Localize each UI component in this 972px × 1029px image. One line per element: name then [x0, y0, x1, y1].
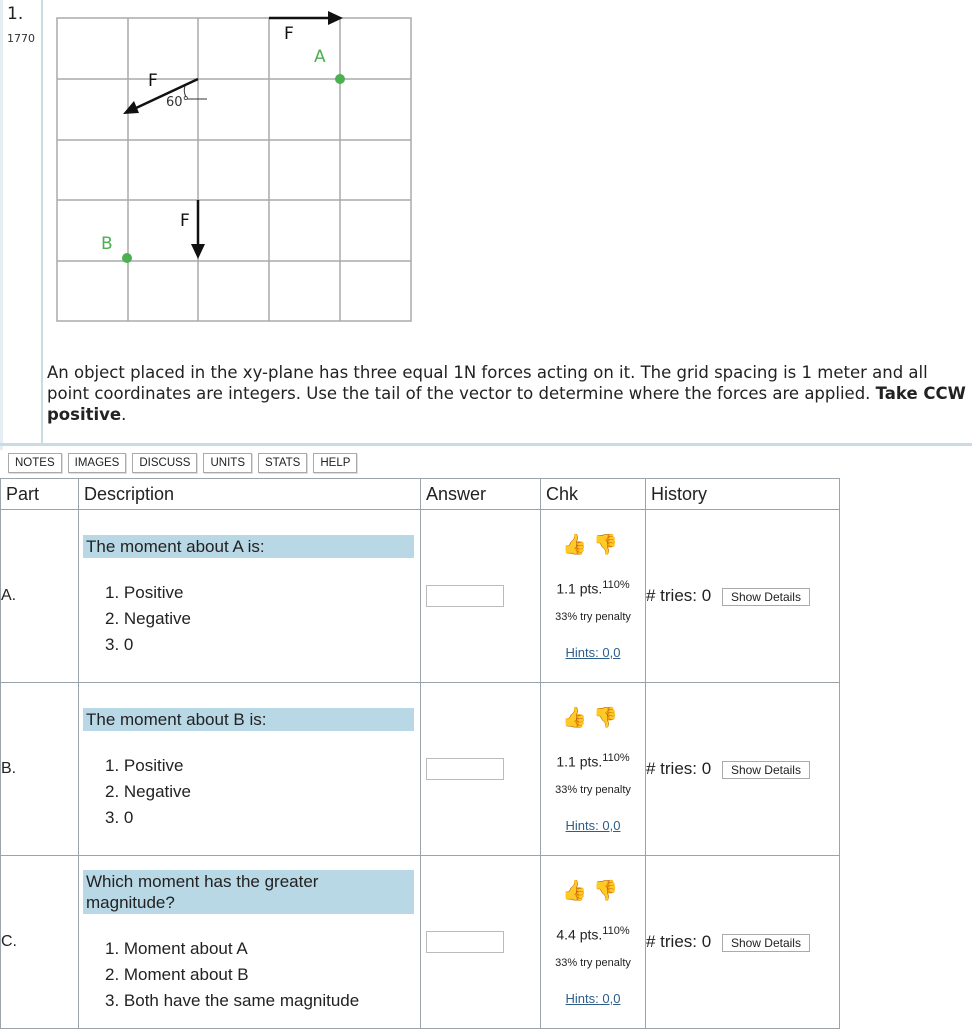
thumbs-up-icon[interactable]: 👍: [562, 534, 593, 557]
problem-emphasis: Take CCW positive: [47, 384, 966, 424]
force-diagram: [0, 0, 972, 360]
answer-cell: [421, 510, 541, 683]
thumbs-up-icon[interactable]: 👍: [562, 880, 593, 903]
option: 1. Moment about A: [105, 939, 248, 958]
try-penalty: 33% try penalty: [555, 783, 631, 796]
header-description: Description: [79, 479, 421, 510]
points: 1.1 pts.$^{110\%}$: [556, 752, 630, 770]
show-details-button[interactable]: Show Details: [722, 934, 810, 952]
part-label: B.: [1, 683, 79, 856]
chk-cell: [541, 510, 646, 683]
tab-discuss[interactable]: DISCUSS: [132, 453, 197, 473]
header-answer: Answer: [421, 479, 541, 510]
option: 2. Moment about B: [105, 965, 249, 984]
part-label: A.: [1, 510, 79, 683]
point-b: [122, 253, 132, 263]
chk-cell: [541, 856, 646, 1029]
points: 1.1 pts.$^{110\%}$: [556, 579, 630, 597]
thumbs-down-icon[interactable]: 👎: [593, 534, 624, 557]
options-list: [105, 936, 420, 1014]
question-id: 1770: [7, 32, 35, 45]
thumbs-down-icon[interactable]: 👎: [593, 707, 624, 730]
option: 2. Negative: [105, 608, 191, 628]
hints-link[interactable]: Hints: 0,0: [565, 817, 621, 833]
option: 3. Both have the same magnitude: [105, 991, 360, 1010]
option: 2. Negative: [105, 781, 191, 801]
option: 1. Positive: [105, 582, 184, 602]
tab-help[interactable]: HELP: [313, 453, 357, 473]
hints-link[interactable]: Hints: 0,0: [565, 644, 621, 660]
description-cell: [79, 856, 421, 1029]
tab-units[interactable]: UNITS: [203, 453, 252, 473]
tab-stats[interactable]: STATS: [258, 453, 307, 473]
table-row: [1, 510, 840, 683]
point-a-label: A: [314, 47, 326, 67]
force-label-top: F: [284, 24, 294, 44]
feedback-icons: [541, 705, 645, 730]
try-penalty: 33% try penalty: [555, 956, 631, 969]
part-label: C.: [1, 856, 79, 1029]
point-a: [335, 74, 345, 84]
point-b-label: B: [101, 234, 113, 254]
hints-link[interactable]: Hints: 0,0: [565, 990, 621, 1006]
problem-text: An object placed in the xy-plane has three equal 1N forces acting on it. The grid spacing is 1 meter and all point coordinates are integers. Use the tail of the vector to determine where the forces are applied.: [47, 363, 928, 403]
tries-count: # tries: 0: [646, 932, 712, 951]
tries-count: # tries: 0: [646, 586, 712, 605]
answer-cell: [421, 683, 541, 856]
description-cell: [79, 683, 421, 856]
divider-horizontal: [0, 443, 972, 446]
try-penalty: 33% try penalty: [555, 610, 631, 623]
chk-cell: [541, 683, 646, 856]
tab-notes[interactable]: NOTES: [8, 453, 62, 473]
problem-statement: [47, 362, 972, 425]
answer-input[interactable]: [426, 585, 504, 607]
answer-input[interactable]: [426, 931, 504, 953]
options-list: [105, 753, 420, 831]
tab-bar: [8, 453, 357, 473]
thumbs-down-icon[interactable]: 👎: [593, 880, 624, 903]
show-details-button[interactable]: Show Details: [722, 761, 810, 779]
question-prompt: The moment about B is:: [83, 708, 414, 731]
feedback-icons: [541, 532, 645, 557]
thumbs-up-icon[interactable]: 👍: [562, 707, 593, 730]
angle-label: 60°: [166, 95, 190, 110]
header-part: Part: [1, 479, 79, 510]
description-cell: [79, 510, 421, 683]
options-list: [105, 580, 420, 658]
question-prompt: The moment about A is:: [83, 535, 414, 558]
parts-table: [0, 478, 840, 1029]
tries-count: # tries: 0: [646, 759, 712, 778]
history-cell: [646, 510, 840, 683]
question-prompt: Which moment has the greater magnitude?: [83, 870, 414, 914]
header-chk: Chk: [541, 479, 646, 510]
question-number: 1.: [7, 4, 24, 24]
force-down: [180, 200, 205, 259]
option: 1. Positive: [105, 755, 184, 775]
table-row: [1, 683, 840, 856]
option: 3. 0: [105, 634, 134, 654]
answer-cell: [421, 856, 541, 1029]
answer-input[interactable]: [426, 758, 504, 780]
show-details-button[interactable]: Show Details: [722, 588, 810, 606]
table-row: [1, 856, 840, 1029]
force-label-angled: F: [148, 71, 158, 91]
history-cell: [646, 856, 840, 1029]
force-top: [269, 11, 343, 44]
tab-images[interactable]: IMAGES: [68, 453, 127, 473]
problem-end: .: [121, 405, 127, 424]
force-angled: [123, 71, 207, 114]
points: 4.4 pts.$^{110\%}$: [556, 925, 630, 943]
table-header: [1, 479, 840, 510]
feedback-icons: [541, 878, 645, 903]
option: 3. 0: [105, 807, 134, 827]
header-history: History: [646, 479, 840, 510]
history-cell: [646, 683, 840, 856]
force-label-down: F: [180, 211, 190, 231]
grid: [57, 18, 411, 321]
